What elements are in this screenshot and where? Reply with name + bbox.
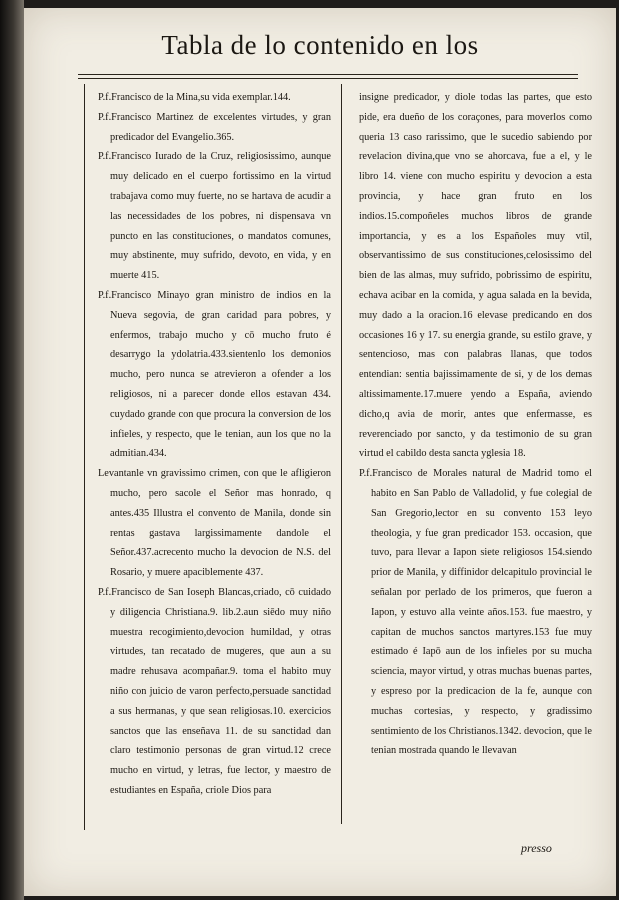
index-entry: P.f.Francisco de Morales natural de Madrid tomo el habito en San Pablo de Valladolid, y fue colegial de San Gregorio,lector en su convento 153 leyo theologia, y fue gran predicador 153. occasion, que tuvo, para llevar a Iapon siete religiosos 154.siendo prior de Manila, y diffinidor delcapitulo provincial le señalan por perlado de los primeros, que fueron a Iapon, y estuvo alla veinte años.153. fue maestro, y capitan de muchos sanctos martyres.153 fue muy estimado é Iapō aun de los infieles por su mucha sciencia, mayor virtud, y otras muchas buenas partes, y espreso por la predicacion de la fe, aunque con muchas cortesias, y respecto, y gradissimo sentimiento de los Christianos.1342. devocion, que le tenian mostrada quando le llevavan: [359, 468, 592, 757]
column-divider-rule: [341, 84, 342, 824]
index-entry: P.f.Francisco de la Mina,su vida exemplar.144.: [98, 92, 291, 103]
title-rule-bottom: [78, 78, 578, 79]
title-rule-top: [78, 74, 578, 75]
index-entry: Levantanle vn gravissimo crimen, con que le afligieron mucho, pero sacole el Señor mas honrado, q antes.435 Illustra el convento de Manila, donde sin rentas gastava largissimamente dandole el Señor.437.acrecento mucho la devocion de N.S. del Rosario, y muere apaciblemente 437.: [98, 468, 331, 579]
catchword: presso: [521, 841, 552, 855]
index-entry: P.f.Francisco Iurado de la Cruz, religiosissimo, aunque muy delicado en el cuerpo fortissimo en la virtud trabajava como muy fuerte, no se hartava de acudir a las necessidades de los pobres, ni dispensava vn puncto en las constituciones, o mandatos comunes, muy abstinente, muy sufrido, devoto, en vida, y en muerte 415.: [98, 151, 331, 282]
book-edge-shadow: [0, 0, 24, 900]
book-page: [24, 8, 616, 896]
left-margin-rule: [84, 84, 85, 830]
page-title: Tabla de lo contenido en los: [161, 30, 479, 60]
index-entry-continued: insigne predicador, y diole todas las partes, que esto pide, era dueño de los coraçones, para moverlos como queria 13 caso rarissimo, que le sucedio sabiendo por revelacion divina,que vno se ahorcava, fue a el, y le libro 14. viene con mucho espiritu y devocion a esta provincia, y hace gran fruto en los indios.15.compoñeles muchos libros de grande importancia, y es a los Españoles muy vtil, observantissimo de sus constituciones,celosissimo del bien de las almas, muy sufrido, pobrissimo de espiritu, echava acibar en la comida, y agua salada en la bevida, muy dado a la oracion.16 elevase predicando en dos occasiones 16 y 17. su energia grande, su estilo grave, y sentencioso, mas con palabras llanas, que todos entendian: sentia bajissimamente de si, y de los demas altissimamente.17.muere yendo a España, aviendo dicho,q avia de morir, antes que enfermasse, es reverenciado por sancto, y da testimonio de su gran virtud el cabildo desta sancta yglesia 18.: [359, 92, 592, 460]
left-column: [98, 88, 331, 801]
index-entry: P.f.Francisco Martinez de excelentes virtudes, y gran predicador del Evangelio.365.: [98, 111, 331, 143]
index-entry: P.f.Francisco de San Ioseph Blancas,criado, cō cuidado y diligencia Christiana.9. lib.2.aun siēdo muy niño muestra recogimiento,devocion humildad, y otras virtudes, tan recatado de mugeres, que aun a su madre rehusava acompañar.9. toma el habito muy niño con juicio de varon perfecto,persuade sanctidad a sus hermanas, y que sean religiosas.10. exercicios sanctos que las enseñava 11. de su sanctidad dan claro testimonio personas de gran virtud.12 crece mucho en virtud, y letras, fue lector, y maestro de estudiantes en España, criole Dios para: [98, 586, 331, 796]
right-column: [359, 88, 592, 761]
index-entry: P.f.Francisco Minayo gran ministro de indios en la Nueva segovia, de gran caridad para pobres, y enfermos, trabajo mucho y cō mucho fruto é desarrygo la ydolatria.433.sientenlo los demonios mucho, pero nunca se atrevieron a ofender a los religiosos, ni a parecer donde ellos estavan 434. cuydado grande con que procura la conversion de los infieles, y respecto, que le tenian, aun los que no la admitian.434.: [98, 289, 331, 460]
